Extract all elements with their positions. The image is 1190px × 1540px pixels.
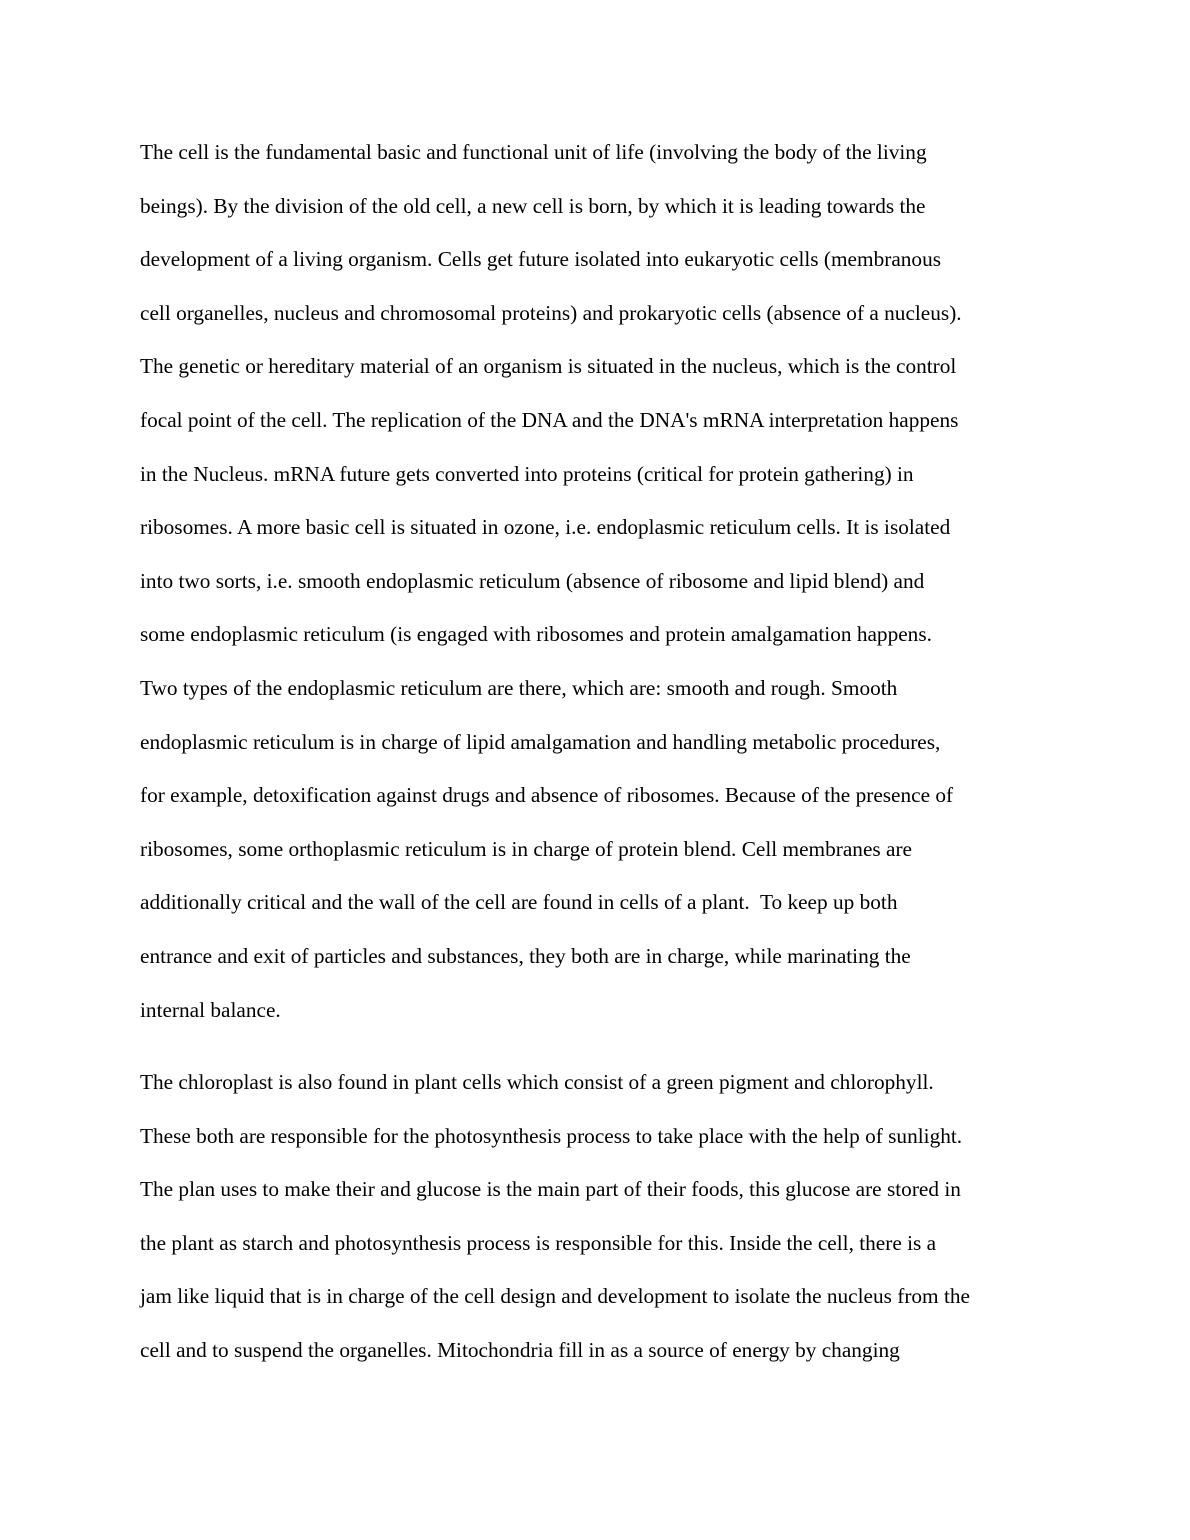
text-line: Two types of the endoplasmic reticulum are there, which are: smooth and rough. Smooth — [140, 675, 898, 700]
text-line: for example, detoxification against drugs and absence of ribosomes. Because of the presence of — [140, 783, 954, 808]
text-line: jam like liquid that is in charge of the cell design and development to isolate the nucleus from the — [140, 1284, 970, 1309]
text-line: endoplasmic reticulum is in charge of lipid amalgamation and handling metabolic procedures, — [140, 729, 941, 754]
text-line: The cell is the fundamental basic and functional unit of life (involving the body of the living — [140, 140, 927, 164]
text-line: ribosomes. A more basic cell is situated in ozone, i.e. endoplasmic reticulum cells. It is isolated — [140, 515, 951, 540]
paragraph-spacing — [140, 1037, 1060, 1056]
text-line: The genetic or hereditary material of an organism is situated in the nucleus, which is the control — [140, 354, 957, 379]
text-line: development of a living organism. Cells get future isolated into eukaryotic cells (membranous — [140, 247, 942, 272]
text-line: beings). By the division of the old cell, a new cell is born, by which it is leading towards the — [140, 193, 926, 218]
text-line: internal balance. — [140, 997, 281, 1022]
document-body — [140, 126, 1060, 1378]
text-line: These both are responsible for the photosynthesis process to take place with the help of sunlight. — [140, 1123, 963, 1148]
text-line: cell organelles, nucleus and chromosomal proteins) and prokaryotic cells (absence of a nucleus). — [140, 300, 962, 325]
text-line: entrance and exit of particles and substances, they both are in charge, while marinating the — [140, 943, 911, 968]
paragraph-1 — [140, 126, 1060, 1037]
text-line: some endoplasmic reticulum (is engaged with ribosomes and protein amalgamation happens. — [140, 622, 932, 647]
text-line: the plant as starch and photosynthesis process is responsible for this. Inside the cell, there is a — [140, 1230, 937, 1255]
paragraph-2 — [140, 1056, 1060, 1378]
text-line: cell and to suspend the organelles. Mitochondria fill in as a source of energy by changing — [140, 1338, 900, 1363]
text-line: in the Nucleus. mRNA future gets converted into proteins (critical for protein gathering) in — [140, 461, 914, 486]
text-line: The plan uses to make their and glucose is the main part of their foods, this glucose are stored in — [140, 1177, 961, 1202]
text-line: ribosomes, some orthoplasmic reticulum is in charge of protein blend. Cell membranes are — [140, 836, 913, 861]
text-line: The chloroplast is also found in plant cells which consist of a green pigment and chlorophyll. — [140, 1070, 934, 1095]
text-line: focal point of the cell. The replication of the DNA and the DNA's mRNA interpretation happens — [140, 407, 959, 432]
text-line: additionally critical and the wall of the cell are found in cells of a plant. To keep up both — [140, 890, 898, 915]
text-line: into two sorts, i.e. smooth endoplasmic reticulum (absence of ribosome and lipid blend) and — [140, 568, 925, 593]
